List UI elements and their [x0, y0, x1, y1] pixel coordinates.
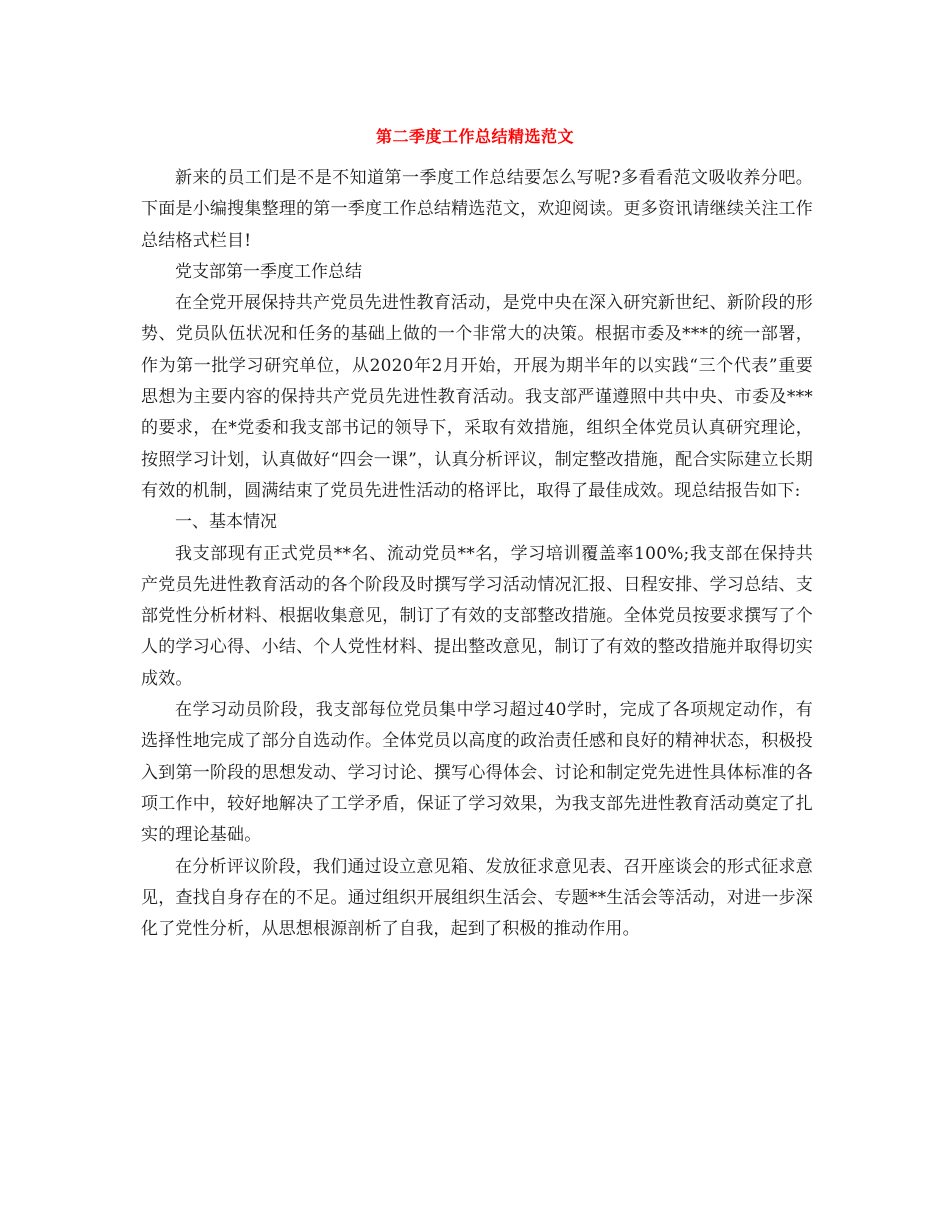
document-title: 第二季度工作总结精选范文 [375, 127, 574, 146]
paragraph-background: 在全党开展保持共产党员先进性教育活动，是党中央在深入研究新世纪、新阶段的形势、党员队伍状况和任务的基础上做的一个非常大的决策。根据市委及***的统一部署，作为第一批学习研究单位，从2020年2月开始，开展为期半年的以实践“三个代表”重要思想为主要内容的保持共产党员先进性教育活动。我支部严谨遵照中共中央、市委及***的要求，在*党委和我支部书记的领导下，采取有效措施，组织全体党员认真研究理论，按照学习计划，认真做好“四会一课”，认真分析评议，制定整改措施，配合实际建立长期有效的机制，圆满结束了党员先进性活动的格评比，取得了最佳成效。现总结报告如下: [141, 293, 813, 501]
document-body [141, 163, 813, 945]
paragraph-membership: 我支部现有正式党员**名、流动党员**名，学习培训覆盖率100%;我支部在保持共产党员先进性教育活动的各个阶段及时撰写学习活动情况汇报、日程安排、学习总结、支部党性分析材料、根据收集意见，制订了有效的支部整改措施。全体党员按要求撰写了个人的学习心得、小结、个人党性材料、提出整改意见，制订了有效的整改措施并取得切实成效。 [141, 543, 813, 689]
paragraph-mobilization-stage: 在学习动员阶段，我支部每位党员集中学习超过40学时，完成了各项规定动作，有选择性地完成了部分自选动作。全体党员以高度的政治责任感和良好的精神状态，积极投入到第一阶段的思想发动、学习讨论、撰写心得体会、讨论和制定党先进性具体标准的各项工作中，较好地解决了工学矛盾，保证了学习效果，为我支部先进性教育活动奠定了扎实的理论基础。 [141, 700, 813, 846]
section-heading-party-branch: 党支部第一季度工作总结 [175, 261, 362, 282]
section-heading-basic-situation: 一、基本情况 [175, 512, 277, 533]
paragraph-evaluation-stage: 在分析评议阶段，我们通过设立意见箱、发放征求意见表、召开座谈会的形式征求意见，查找自身存在的不足。通过组织开展组织生活会、专题**生活会等活动，对进一步深化了党性分析，从思想根源剖析了自我，起到了积极的推动作用。 [141, 856, 813, 940]
paragraph-intro: 新来的员工们是不是不知道第一季度工作总结要怎么写呢?多看看范文吸收养分吧。下面是小编搜集整理的第一季度工作总结精选范文，欢迎阅读。更多资讯请继续关注工作总结格式栏目! [141, 168, 813, 251]
